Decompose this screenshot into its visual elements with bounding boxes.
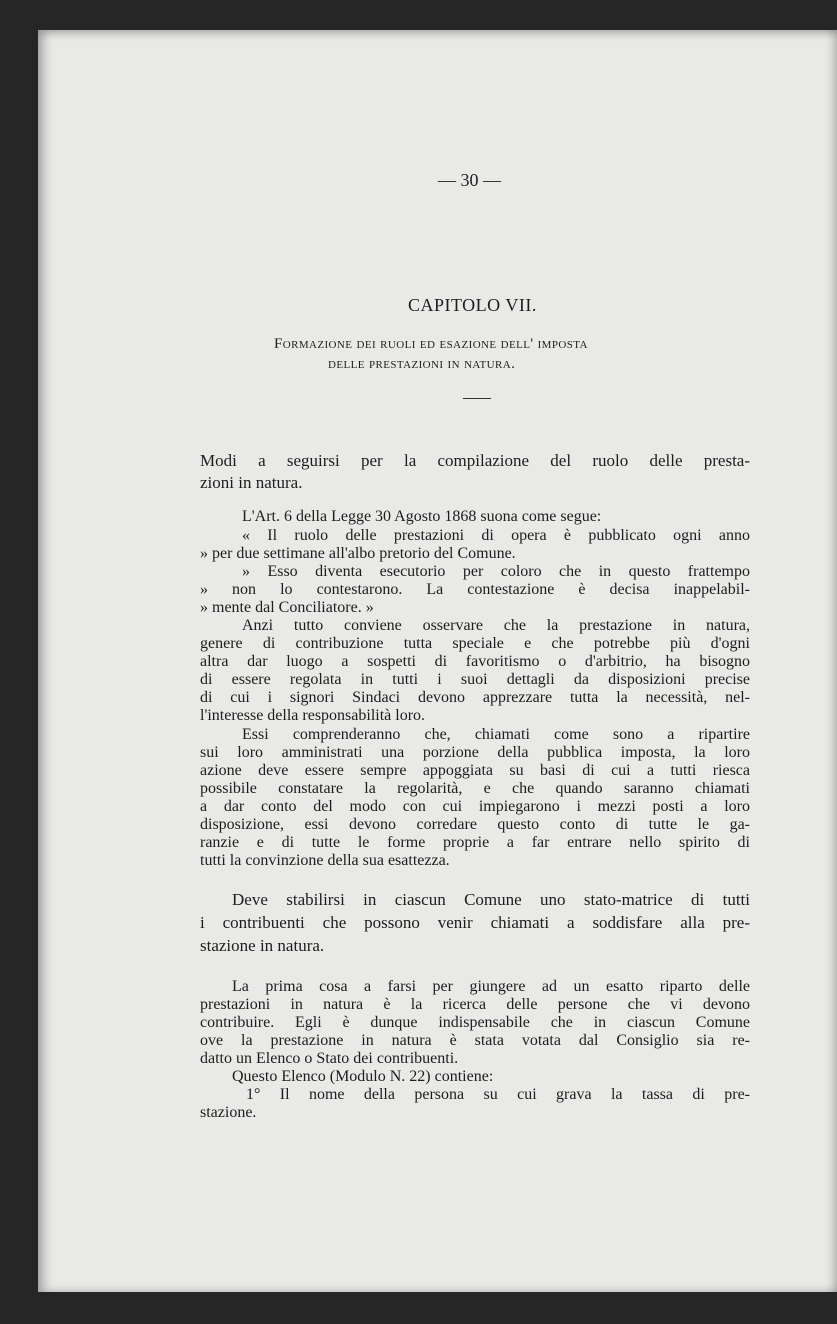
paragraph-line: sui loro amministrati una porzione della pubblica imposta, la loro xyxy=(200,744,750,761)
paragraph-line: La prima cosa a farsi per giungere ad un esatto riparto delle xyxy=(232,978,750,995)
page-edge-shadow xyxy=(825,30,837,1292)
paragraph-line: Questo Elenco (Modulo N. 22) contiene: xyxy=(232,1068,494,1085)
paragraph-line: contribuire. Egli è dunque indispensabile che in ciascun Comune xyxy=(200,1014,750,1031)
paragraph-line: L'Art. 6 della Legge 30 Agosto 1868 suona come segue: xyxy=(242,508,602,525)
paragraph-line: azione deve essere sempre appoggiata su basi di cui a tutti riesca xyxy=(200,762,750,779)
paragraph-line: ranzie e di tutte le forme proprie a far entrare nello spirito di xyxy=(200,834,750,851)
paragraph-line: genere di contribuzione tutta speciale e che potrebbe più d'ogni xyxy=(200,635,750,652)
separator-rule xyxy=(463,398,491,399)
paragraph-line: stazione. xyxy=(200,1104,257,1121)
paragraph-line: altra dar luogo a sospetti di favoritismo o d'arbitrio, ha bisogno xyxy=(200,653,750,670)
paragraph-line: tutti la convinzione della sua esattezza. xyxy=(200,852,450,869)
paragraph-line: disposizione, essi devono corredare questo conto di tutte le ga- xyxy=(200,816,750,833)
paragraph-line: » Esso diventa esecutorio per coloro che in questo frattempo xyxy=(242,563,750,580)
paragraph-line: ove la prestazione in natura è stata votata dal Consiglio sia re- xyxy=(200,1032,750,1049)
paragraph-line: » per due settimane all'albo pretorio del Comune. xyxy=(200,545,516,562)
section-heading-line: Modi a seguirsi per la compilazione del ruolo delle presta- xyxy=(200,451,750,470)
paragraph-line: di cui i signori Sindaci devono apprezzare tutta la necessità, nel- xyxy=(200,689,750,706)
paragraph-line: prestazioni in natura è la ricerca delle persone che vi devono xyxy=(200,996,750,1013)
paragraph-line: possibile constatare la regolarità, e che quando saranno chiamati xyxy=(200,780,750,797)
paragraph-line: l'interesse della responsabilità loro. xyxy=(200,707,426,724)
paragraph-line: di essere regolata in tutti i suoi dettagli da disposizioni precise xyxy=(200,671,750,688)
section-heading-line: i contribuenti che possono venir chiamati a soddisfare alla pre- xyxy=(200,913,750,932)
paragraph-line: » non lo contestarono. La contestazione è decisa inappelabil- xyxy=(200,581,750,598)
section-heading-line: zioni in natura. xyxy=(200,473,303,492)
paragraph-line: datto un Elenco o Stato dei contribuenti. xyxy=(200,1050,459,1067)
section-heading-line: stazione in natura. xyxy=(200,936,325,955)
paragraph-line: « Il ruolo delle prestazioni di opera è pubblicato ogni anno xyxy=(242,527,750,544)
paragraph-line: Anzi tutto conviene osservare che la prestazione in natura, xyxy=(242,617,750,634)
paragraph-line: Essi comprenderanno che, chiamati come sono a ripartire xyxy=(242,726,750,743)
paragraph-line: a dar conto del modo con cui impiegarono i mezzi posti a loro xyxy=(200,798,750,815)
section-heading-line: Deve stabilirsi in ciascun Comune uno stato-matrice di tutti xyxy=(232,890,750,909)
chapter-subtitle-line-2: delle prestazioni in natura. xyxy=(328,356,516,372)
chapter-subtitle-line-1: Formazione dei ruoli ed esazione dell' imposta xyxy=(274,336,588,352)
paragraph-line: » mente dal Conciliatore. » xyxy=(200,599,374,616)
book-page xyxy=(38,30,837,1292)
page-number: — 30 — xyxy=(438,170,501,190)
chapter-title: CAPITOLO VII. xyxy=(408,295,537,315)
paragraph-line: 1° Il nome della persona su cui grava la tassa di pre- xyxy=(246,1086,750,1103)
